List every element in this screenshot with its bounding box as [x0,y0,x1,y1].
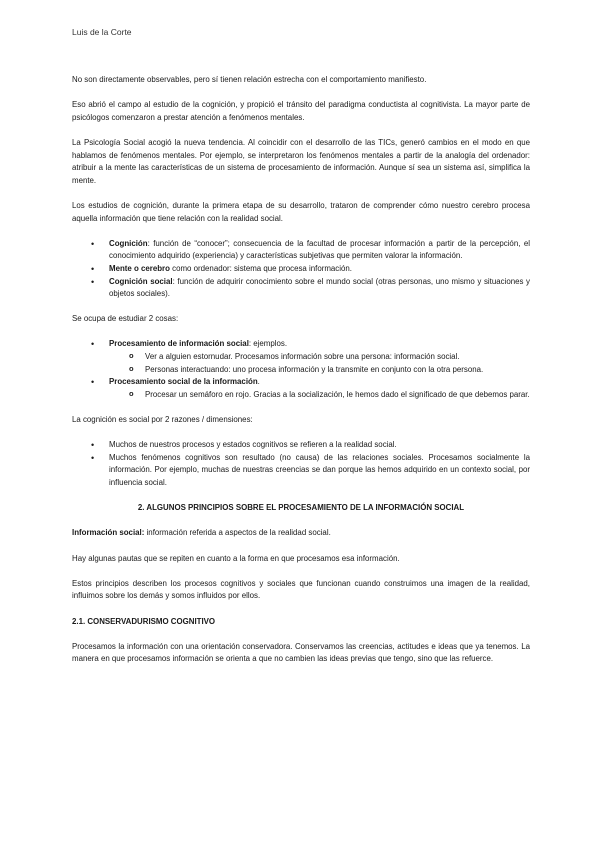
study-topics-list [72,338,530,401]
list-item-term: Procesamiento social de la información [109,377,258,387]
list-item [72,338,530,376]
sub-list-item: o Procesar un semáforo en rojo. Gracias a la socialización, le hemos dado el significado de que debemos parar. [109,389,530,402]
paragraph: No son directamente observables, pero sí tienen relación estrecha con el comportamiento manifiesto. [72,75,427,84]
sub-list-item: o Ver a alguien estornudar. Procesamos información sobre una persona: información social. [109,351,530,364]
list-item-text: : ejemplos. [248,339,288,349]
page-header-author: Luis de la Corte [72,27,132,37]
paragraph [72,527,530,540]
paragraph: La Psicología Social acogió la nueva tendencia. Al coincidir con el desarrollo de las TICs, generó cambios en el modo en que hablamos de fenómenos mentales. Por ejemplo, se interpretaron los fenómenos mentales a partir de la analogía del ordenador: atribuir a la mente las características de un sistema de procesamiento de información. Aunque sí sea un sistema así, simplifica la mente. [72,137,530,185]
list-item: • Muchos de nuestros procesos y estados cognitivos se refieren a la realidad social. [72,439,530,452]
list-item [72,276,530,301]
paragraph: Los estudios de cognición, durante la primera etapa de su desarrollo, trataron de comprender cómo nuestro cerebro procesa aquella información que tiene relación con la realidad social. [72,200,530,223]
paragraph: Eso abrió el campo al estudio de la cognición, y propició el tránsito del paradigma conductista al cognitivista. La mayor parte de psicólogos comenzaron a prestar atención a fenómenos mentales. [72,100,530,122]
list-item-term: Cognición social [109,276,173,286]
list-item-text: : función de “conocer”; consecuencia de la facultad de procesar información a partir de la percepción, el conocimiento adquirido (experiencia) y características subjetivas que permiten valorar la información. [109,238,530,261]
definitions-list [72,238,530,301]
list-item [72,376,530,401]
paragraph: Se ocupa de estudiar 2 cosas: [72,314,179,324]
reasons-list [72,439,530,489]
paragraph: Procesamos la información con una orientación conservadora. Conservamos las creencias, actitudes e ideas que ya tenemos. La manera en que procesamos información se orienta a que no cambien las ideas previas que tengo, sino que las refuerce. [72,641,530,664]
sub-list [109,389,530,402]
list-item-term: Procesamiento de información social [109,339,249,349]
list-item: • Muchos fenómenos cognitivos son resultado (no causa) de las relaciones sociales. Procesamos socialmente la información. Por ejemplo, muchas de nuestras creencias se dan porque las hemos adquirido en un contexto social, por influencia social. [72,452,530,490]
list-item-text: . [257,377,260,387]
list-item-term: Cognición [109,238,148,248]
document-body [72,74,530,679]
sub-list [109,351,530,376]
list-item [72,263,530,276]
list-item-term: Mente o cerebro [109,263,170,273]
paragraph: La cognición es social por 2 razones / dimensiones: [72,415,253,425]
definition-term: Información social: [72,528,145,538]
list-item-text: : función de adquirir conocimiento sobre el mundo social (otras personas, uno mismo y situaciones y objetos sociales). [109,276,530,299]
paragraph: Estos principios describen los procesos cognitivos y sociales que funcionan cuando construimos una imagen de la realidad, influimos sobre los demás y somos influidos por ellos. [72,578,530,601]
list-item [72,238,530,263]
paragraph: Hay algunas pautas que se repiten en cuanto a la forma en que procesamos esa información. [72,553,400,563]
subsection-heading: 2.1. CONSERVADURISMO COGNITIVO [72,616,216,626]
definition-text: información referida a aspectos de la realidad social. [144,528,331,538]
sub-list-item: o Personas interactuando: uno procesa información y la transmite en conjunto con la otra persona. [109,364,530,377]
list-item-text: como ordenador: sistema que procesa información. [169,263,352,273]
section-heading: 2. ALGUNOS PRINCIPIOS SOBRE EL PROCESAMIENTO DE LA INFORMACIÓN SOCIAL [137,503,465,513]
